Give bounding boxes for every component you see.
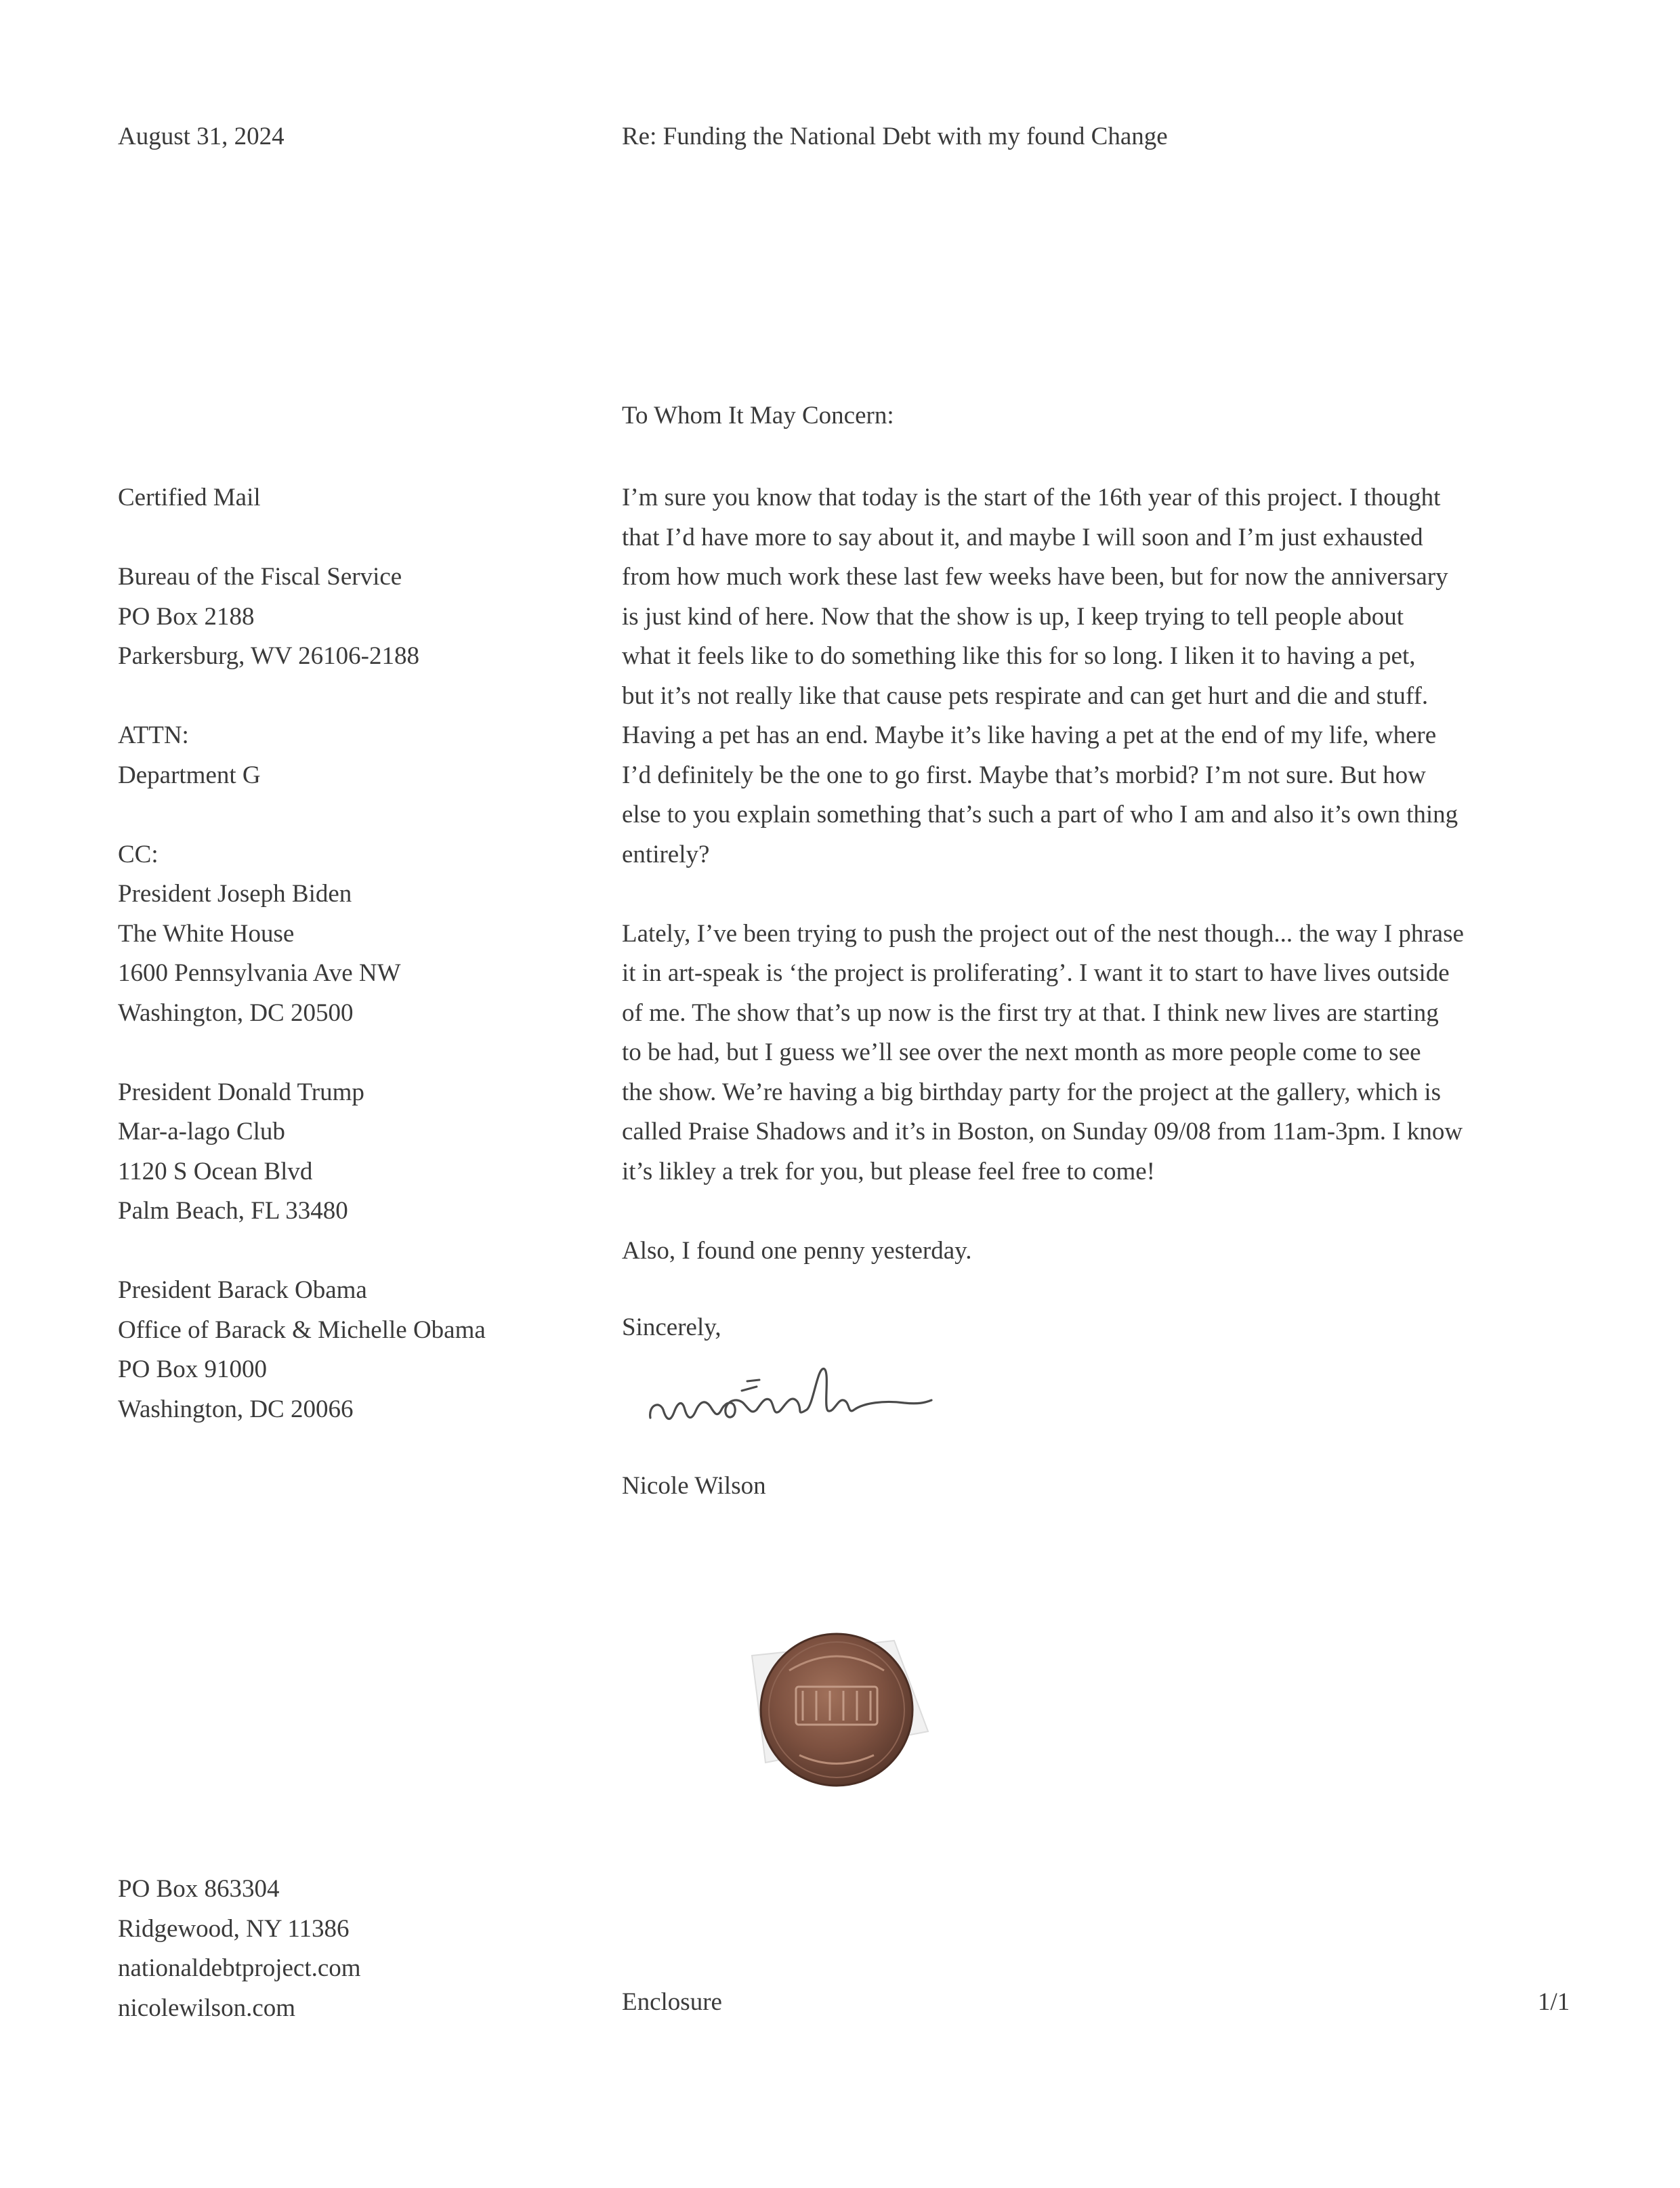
sender-contact (118, 1870, 361, 2028)
cc-line: President Joseph Biden (118, 880, 352, 908)
cc-line: Washington, DC 20066 (118, 1395, 354, 1423)
letter-date: August 31, 2024 (118, 123, 285, 150)
sender-website: nationaldebtproject.com (118, 1954, 361, 1982)
sender-website: nicolewilson.com (118, 1994, 296, 2022)
body-line: it in art-speak is ‘the project is proliferating’. I want it to start to have lives outside (622, 959, 1450, 987)
body-line: but it’s not really like that cause pets respirate and can get hurt and die and stuff. (622, 681, 1429, 710)
cc-line: Office of Barack & Michelle Obama (118, 1316, 486, 1344)
signer-name: Nicole Wilson (622, 1472, 766, 1500)
cc-line: Palm Beach, FL 33480 (118, 1197, 348, 1225)
cc-block-obama (118, 1271, 592, 1429)
enclosed-penny-image (725, 1630, 935, 1792)
mail-type-block (118, 478, 592, 518)
attn-department: Department G (118, 761, 261, 789)
cc-line: President Donald Trump (118, 1078, 364, 1106)
cc-block-biden (118, 835, 592, 1034)
body-line: what it feels like to do something like this for so long. I liken it to having a pet, (622, 642, 1416, 670)
body-line: Having a pet has an end. Maybe it’s like having a pet at the end of my life, where (622, 721, 1437, 749)
recipient-line: Parkersburg, WV 26106-2188 (118, 642, 419, 670)
body-line: it’s likley a trek for you, but please feel free to come! (622, 1157, 1155, 1185)
body-line: called Praise Shadows and it’s in Boston, on Sunday 09/08 from 11am-3pm. I know (622, 1118, 1463, 1145)
attn-label: ATTN: (118, 721, 189, 749)
cc-line: 1120 S Ocean Blvd (118, 1157, 313, 1185)
cc-line: Washington, DC 20500 (118, 998, 354, 1027)
body-line: of me. The show that’s up now is the first try at that. I think new lives are starting (622, 998, 1439, 1027)
body-line: is just kind of here. Now that the show is up, I keep trying to tell people about (622, 602, 1404, 631)
salutation: To Whom It May Concern: (622, 402, 894, 429)
body-line: else to you explain something that’s such a part of who I am and also it’s own thing (622, 801, 1458, 828)
body-line: Lately, I’ve been trying to push the project out of the nest though... the way I phrase (622, 919, 1464, 948)
cc-label: CC: (118, 840, 159, 868)
body-line: I’d definitely be the one to go first. Maybe that’s morbid? I’m not sure. But how (622, 761, 1426, 789)
mail-type: Certified Mail (118, 484, 261, 511)
body-line: that I’d have more to say about it, and maybe I will soon and I’m just exhausted (622, 523, 1423, 551)
letter-subject: Re: Funding the National Debt with my found Change (622, 123, 1168, 150)
letter-body (622, 478, 1570, 1311)
body-line: the show. We’re having a big birthday party for the project at the gallery, which is (622, 1078, 1442, 1106)
paragraph-3 (622, 1232, 1570, 1271)
cc-line: 1600 Pennsylvania Ave NW (118, 959, 401, 987)
cc-line: President Barack Obama (118, 1276, 367, 1304)
paragraph-1 (622, 478, 1570, 875)
closing: Sincerely, (622, 1313, 721, 1341)
body-line: entirely? (622, 840, 710, 868)
enclosure-label: Enclosure (622, 1988, 722, 2016)
body-line: to be had, but I guess we’ll see over the next month as more people come to see (622, 1038, 1421, 1066)
cc-line: Mar-a-lago Club (118, 1118, 285, 1145)
cc-block-trump (118, 1073, 592, 1232)
body-line: Also, I found one penny yesterday. (622, 1236, 972, 1265)
cc-line: The White House (118, 919, 295, 948)
attn-block (118, 716, 592, 795)
address-column (118, 478, 592, 1469)
body-line: from how much work these last few weeks have been, but for now the anniversary (622, 563, 1448, 591)
cc-line: PO Box 91000 (118, 1355, 267, 1383)
recipient-line: PO Box 2188 (118, 602, 255, 631)
page-number: 1/1 (1538, 1988, 1570, 2016)
paragraph-2 (622, 914, 1570, 1192)
sender-city: Ridgewood, NY 11386 (118, 1914, 350, 1943)
body-line: I’m sure you know that today is the start of the 16th year of this project. I thought (622, 484, 1441, 511)
recipient-line: Bureau of the Fiscal Service (118, 563, 402, 591)
sender-po-box: PO Box 863304 (118, 1875, 280, 1903)
recipient-address (118, 557, 592, 677)
handwritten-signature (640, 1345, 992, 1453)
